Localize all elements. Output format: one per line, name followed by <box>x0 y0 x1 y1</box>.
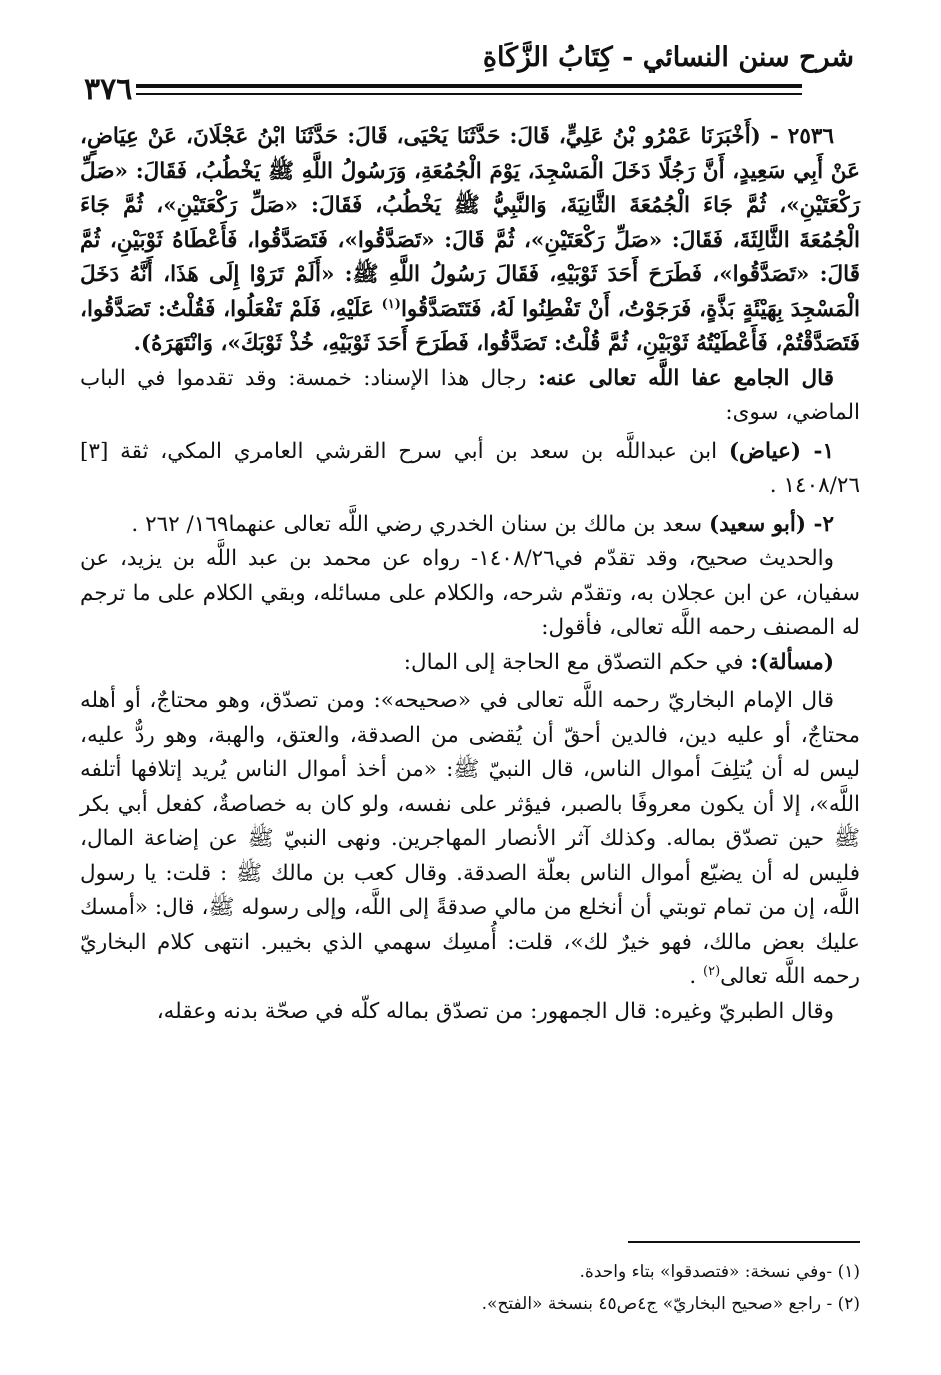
footnote-ref-1[interactable]: (١) <box>381 296 401 312</box>
bukhari-text: قال الإمام البخاريّ رحمه اللَّه تعالى في «صحيحه»: ومن تصدّق، وهو محتاجٌ، أو أهله محتاجٌ، أو عليه دين، فالدين أحقّ أن يُقضى من الصدقة، والعتق، والهبة، وهو ردٌّ عليه، ليس له أن يُتلِفَ أموال الناس، قال النبيّ ﷺ: «من أخذ أموال الناس يُريد إتلافها أتلفه اللَّه»، إلا أن يكون معروفًا بالصبر، فيؤثر على نفسه، ولو كان به خصاصةٌ، كفعل أبي بكر ﷺ حين تصدّق بماله. وكذلك آثر الأنصار المهاجرين. ونهى النبيّ ﷺ عن إضاعة المال، فليس له أن يضيّع أموال الناس بعلّة الصدقة. وقال كعب بن مالك ﷺ : قلت: يا رسول اللَّه، إن من تمام توبتي أن أنخلع من مالي صدقةً إلى اللَّه، وإلى رسوله ﷺ، قال: «أمسك عليك بعض مالك، فهو خيرٌ لك»، قلت: أُمسِك سهمي الذي بخيبر. انتهى كلام البخاريّ رحمه اللَّه تعالى <box>80 688 860 989</box>
narrator-2-label: ٢- (أبو سعيد) <box>708 511 834 537</box>
header-rule-thick <box>80 84 802 88</box>
bukhari-end: . <box>689 964 703 989</box>
narrator-1 <box>80 435 860 504</box>
header-title: شرح سنن النسائي - كِتَابُ الزَّكَاةِ <box>482 42 854 73</box>
narrator-1-text: ابن عبداللَّه بن سعد بن أبي سرح القرشي العامري المكي، ثقة [٣] ١٤٠٨/٢٦ . <box>80 438 860 498</box>
masala-paragraph <box>80 646 860 681</box>
jami-paragraph <box>80 362 860 431</box>
tabari-paragraph: وقال الطبريّ وغيره: قال الجمهور: من تصدّق بماله كلّه في صحّة بدنه وعقله، <box>156 998 834 1024</box>
narrator-2 <box>80 508 860 543</box>
page <box>80 28 860 1358</box>
footnote-1: (١) -وفي نسخة: «فتصدقوا» بتاء واحدة. <box>579 1262 860 1282</box>
masala-label: (مسألة): <box>750 649 834 675</box>
footnote-2: (٢) - راجع «صحيح البخاريّ» ج٤ص٤٥ بنسخة «الفتح». <box>481 1294 860 1314</box>
masala-text: في حكم التصدّق مع الحاجة إلى المال: <box>403 649 744 675</box>
footnotes <box>80 1256 860 1320</box>
footnote-divider <box>628 1241 860 1243</box>
jami-text: رجال هذا الإسناد: خمسة: وقد تقدموا في الباب الماضي، سوى: <box>80 365 860 425</box>
hadith-paragraph <box>80 120 860 362</box>
jami-label: قال الجامع عفا اللَّه تعالى عنه: <box>537 365 835 391</box>
narrator-2-text: سعد بن مالك بن سنان الخدري رضي اللَّه تعالى عنهما١٦٩/ ٢٦٢ . <box>131 511 703 537</box>
page-number: ٣٧٦ <box>80 72 136 107</box>
hadith-note-paragraph: والحديث صحيح، وقد تقدّم في١٤٠٨/٢٦- رواه عن محمد بن عبد اللَّه بن يزيد، عن سفيان، عن ابن عجلان به، وتقدّم شرحه، والكلام على مسائله، وبقي الكلام على ما ترجم له المصنف رحمه اللَّه تعالى، فأقول: <box>80 546 860 640</box>
hadith-text: ٢٥٣٦ - (أَخْبَرَنَا عَمْرُو بْنُ عَلِيٍّ، قَالَ: حَدَّثَنَا يَحْيَى، قَالَ: حَدَّثَنَا ابْنُ عَجْلَانَ، عَنْ عِيَاضٍ، عَنْ أَبِي سَعِيدٍ، أَنَّ رَجُلًا دَخَلَ الْمَسْجِدَ، يَوْمَ الْجُمُعَةِ، وَرَسُولُ اللَّهِ ﷺ يَخْطُبُ، فَقَالَ: «صَلِّ رَكْعَتَيْنِ»، ثُمَّ جَاءَ الْجُمُعَةَ الثَّانِيَةَ، وَالنَّبِيُّ ﷺ يَخْطُبُ، فَقَالَ: «صَلِّ رَكْعَتَيْنِ»، ثُمَّ جَاءَ الْجُمُعَةَ الثَّالِثَةَ، فَقَالَ: «صَلِّ رَكْعَتَيْنِ»، ثُمَّ قَالَ: «تَصَدَّقُوا»، فَتَصَدَّقُوا، فَأَعْطَاهُ ثَوْبَيْنِ، ثُمَّ قَالَ: «تَصَدَّقُوا»، فَطَرَحَ أَحَدَ ثَوْبَيْهِ، فَقَالَ رَسُولُ اللَّهِ ﷺ: «أَلَمْ تَرَوْا إِلَى هَذَا، أَنَّهُ دَخَلَ الْمَسْجِدَ بِهَيْئَةٍ بَذَّةٍ، فَرَجَوْتُ، أَنْ تَفْطِنُوا لَهُ، فَتَتَصَدَّقُوا <box>80 124 860 322</box>
hadith-text-cont: عَلَيْهِ، فَلَمْ تَفْعَلُوا، فَقُلْتُ: تَصَدَّقُوا، فَتَصَدَّقْتُمْ، فَأَعْطَيْتُهُ ثَوْبَيْنِ، ثُمَّ قُلْتُ: تَصَدَّقُوا، فَطَرَحَ أَحَدَ ثَوْبَيْهِ، خُذْ ثَوْبَكَ»، وَانْتَهَرَهُ). <box>80 296 860 356</box>
narrator-1-label: ١- (عياض) <box>728 438 834 464</box>
main-text <box>80 120 860 1029</box>
running-header <box>80 28 860 78</box>
footnote-ref-2[interactable]: (٢) <box>703 963 721 979</box>
header-rule-thin <box>80 93 802 95</box>
bukhari-paragraph <box>80 684 860 995</box>
